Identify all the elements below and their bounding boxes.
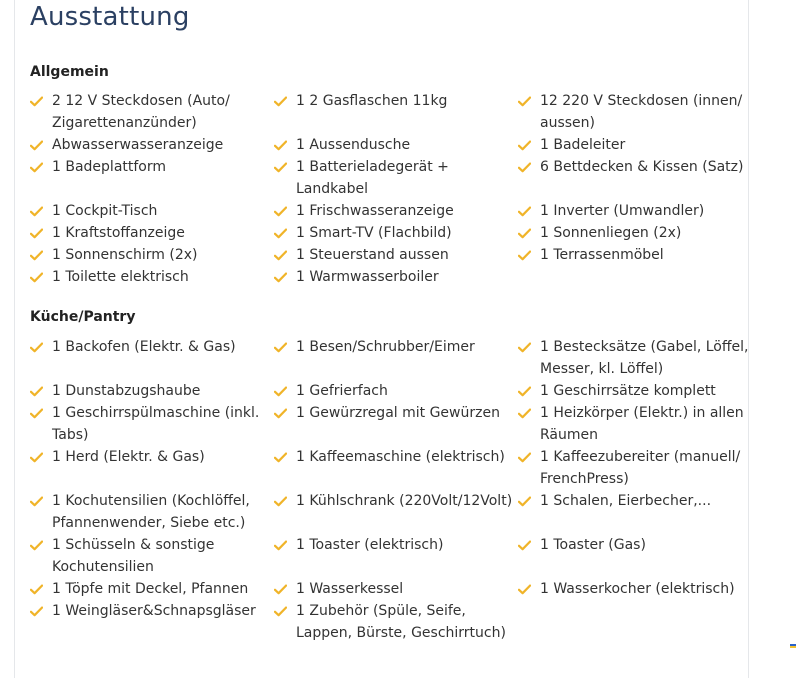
corner-logo-mark [790, 644, 796, 648]
list-item [274, 266, 518, 288]
list-item-label: 1 Steuerstand aussen [296, 247, 449, 263]
equipment-card [14, 0, 749, 678]
checkmark-icon [274, 490, 296, 512]
checkmark-icon [274, 446, 296, 468]
list-item-label: 1 Smart-TV (Flachbild) [296, 225, 452, 241]
list-item-label: Abwasserwasseranzeige [52, 137, 224, 153]
list-item [274, 402, 518, 446]
checkmark-icon [518, 222, 540, 244]
list-item [518, 200, 750, 222]
checkmark-icon [518, 446, 540, 468]
list-item-label: 1 Badeplattform [52, 159, 167, 175]
checkmark-icon [518, 336, 540, 358]
list-item-label: 1 Warmwasserboiler [296, 269, 439, 285]
checkmark-icon [518, 244, 540, 266]
list-item [518, 90, 750, 134]
checkmark-icon [30, 600, 52, 622]
list-item-label: 1 Gefrierfach [296, 383, 388, 399]
list-item-label: 1 Cockpit-Tisch [52, 203, 158, 219]
list-item [30, 600, 274, 644]
list-item-label: 1 Kaffeemaschine (elektrisch) [296, 449, 505, 465]
list-item-label: 1 Toilette elektrisch [52, 269, 189, 285]
list-item-label: 1 Geschirrsätze komplett [540, 383, 716, 399]
list-item-label: 12 220 V Steckdosen (innen/ aussen) [540, 93, 743, 131]
checkmark-icon [30, 200, 52, 222]
list-item-label: 1 Aussendusche [296, 137, 411, 153]
checkmark-icon [274, 336, 296, 358]
list-item [30, 402, 274, 446]
list-item [518, 534, 750, 578]
checkmark-icon [30, 490, 52, 512]
list-item-label: 1 Toaster (Gas) [540, 537, 646, 553]
equipment-list-allgemein [30, 90, 750, 288]
list-item-label: 1 Gewürzregal mit Gewürzen [296, 405, 500, 421]
list-item-label: 1 Badeleiter [540, 137, 626, 153]
checkmark-icon [30, 244, 52, 266]
list-item [518, 490, 750, 534]
checkmark-icon [30, 134, 52, 156]
list-item [30, 134, 274, 156]
checkmark-icon [274, 600, 296, 622]
list-item [274, 222, 518, 244]
list-item [274, 490, 518, 534]
checkmark-icon [518, 490, 540, 512]
list-item-label: 2 12 V Steckdosen (Auto/ Zigarettenanzünder) [52, 93, 230, 131]
list-item-label: 1 Herd (Elektr. & Gas) [52, 449, 205, 465]
list-item [518, 134, 750, 156]
checkmark-icon [30, 402, 52, 424]
checkmark-icon [518, 134, 540, 156]
section-title-allgemein: Allgemein [30, 64, 109, 80]
list-item [518, 578, 750, 600]
list-item [30, 446, 274, 490]
list-item-label: 1 Wasserkessel [296, 581, 404, 597]
list-item-label: 1 Inverter (Umwandler) [540, 203, 705, 219]
checkmark-icon [518, 156, 540, 178]
list-item [30, 380, 274, 402]
list-item-label: 1 Backofen (Elektr. & Gas) [52, 339, 236, 355]
list-item [30, 156, 274, 200]
list-item-label: 1 Sonnenliegen (2x) [540, 225, 682, 241]
list-item-label: 1 2 Gasflaschen 11kg [296, 93, 448, 109]
list-item [518, 380, 750, 402]
list-item [518, 336, 750, 380]
list-item-label: 1 Batterieladegerät + Landkabel [296, 159, 449, 197]
checkmark-icon [274, 244, 296, 266]
checkmark-icon [518, 534, 540, 556]
checkmark-icon [30, 380, 52, 402]
checkmark-icon [274, 134, 296, 156]
list-item [274, 90, 518, 134]
checkmark-icon [274, 402, 296, 424]
checkmark-icon [274, 156, 296, 178]
list-item [30, 336, 274, 380]
list-item [30, 534, 274, 578]
list-item-label: 1 Geschirrspülmaschine (inkl. Tabs) [52, 405, 260, 443]
list-item-label: 1 Schalen, Eierbecher,... [540, 493, 712, 509]
checkmark-icon [30, 90, 52, 112]
list-item-label: 1 Heizkörper (Elektr.) in allen Räumen [540, 405, 744, 443]
list-item [518, 402, 750, 446]
list-item-label: 1 Zubehör (Spüle, Seife, Lappen, Bürste, Geschirrtuch) [296, 603, 506, 641]
list-item [274, 578, 518, 600]
list-item [274, 600, 518, 644]
checkmark-icon [274, 534, 296, 556]
list-item [518, 222, 750, 244]
list-item [30, 266, 274, 288]
list-item [518, 244, 750, 266]
checkmark-icon [30, 336, 52, 358]
list-item [30, 90, 274, 134]
checkmark-icon [518, 200, 540, 222]
list-item [274, 336, 518, 380]
checkmark-icon [518, 402, 540, 424]
list-item [274, 244, 518, 266]
checkmark-icon [274, 90, 296, 112]
list-item [518, 156, 750, 200]
list-item-label: 1 Bestecksätze (Gabel, Löffel, Messer, kl. Löffel) [540, 339, 749, 377]
equipment-list-kueche [30, 336, 750, 644]
list-item-label: 1 Schüsseln & sonstige Kochutensilien [52, 537, 215, 575]
checkmark-icon [518, 90, 540, 112]
list-item [274, 156, 518, 200]
list-item [518, 446, 750, 490]
checkmark-icon [518, 578, 540, 600]
list-item [274, 534, 518, 578]
checkmark-icon [274, 380, 296, 402]
checkmark-icon [274, 222, 296, 244]
list-item-label: 1 Sonnenschirm (2x) [52, 247, 198, 263]
list-item-label: 1 Kaffeezubereiter (manuell/ FrenchPress) [540, 449, 741, 487]
checkmark-icon [30, 156, 52, 178]
list-item-label: 1 Töpfe mit Deckel, Pfannen [52, 581, 249, 597]
list-item-label: 1 Kochutensilien (Kochlöffel, Pfannenwender, Siebe etc.) [52, 493, 250, 531]
checkmark-icon [30, 446, 52, 468]
list-item [30, 578, 274, 600]
list-item [274, 134, 518, 156]
checkmark-icon [274, 200, 296, 222]
checkmark-icon [30, 222, 52, 244]
list-item-label: 1 Besen/Schrubber/Eimer [296, 339, 475, 355]
checkmark-icon [518, 380, 540, 402]
list-item-label: 1 Dunstabzugshaube [52, 383, 201, 399]
checkmark-icon [30, 578, 52, 600]
list-item [274, 446, 518, 490]
list-item [30, 244, 274, 266]
list-item-label: 6 Bettdecken & Kissen (Satz) [540, 159, 744, 175]
checkmark-icon [30, 534, 52, 556]
list-item-label: 1 Kühlschrank (220Volt/12Volt) [296, 493, 513, 509]
list-item [30, 222, 274, 244]
list-item-label: 1 Frischwasseranzeige [296, 203, 454, 219]
section-title-kueche: Küche/Pantry [30, 309, 136, 325]
list-item [30, 200, 274, 222]
list-item-label: 1 Wasserkocher (elektrisch) [540, 581, 735, 597]
checkmark-icon [30, 266, 52, 288]
list-item-label: 1 Kraftstoffanzeige [52, 225, 185, 241]
checkmark-icon [274, 578, 296, 600]
list-item-label: 1 Terrassenmöbel [540, 247, 664, 263]
list-item-label: 1 Weingläser&Schnapsgläser [52, 603, 256, 619]
list-item-label: 1 Toaster (elektrisch) [296, 537, 444, 553]
list-item [274, 380, 518, 402]
page-title: Ausstattung [30, 2, 190, 32]
list-item [274, 200, 518, 222]
list-item [30, 490, 274, 534]
checkmark-icon [274, 266, 296, 288]
